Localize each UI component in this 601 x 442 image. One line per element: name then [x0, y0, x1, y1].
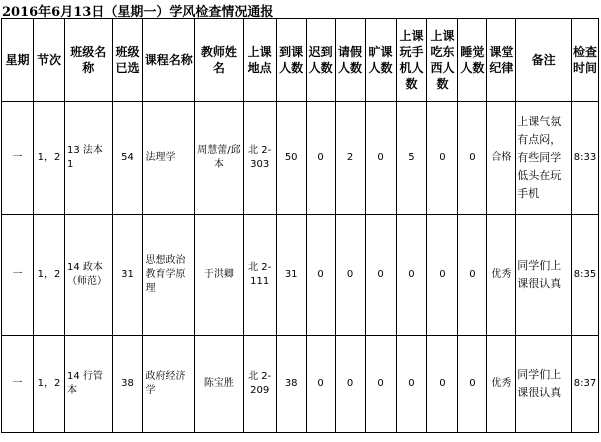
col-header-class-name: 班级名称 — [65, 19, 113, 102]
col-header-location: 上课地点 — [243, 19, 276, 102]
cell-class-name: 14 行管本 — [65, 336, 113, 433]
col-header-sleeping: 睡觉人数 — [458, 19, 487, 102]
cell-note: 同学们上课很认真 — [516, 336, 572, 433]
cell-discipline: 优秀 — [487, 215, 516, 336]
report-title: 2016年6月13日（星期一）学风检查情况通报 — [2, 5, 274, 20]
col-header-discipline: 课堂纪律 — [487, 19, 516, 102]
cell-note: 上课气氛有点闷，有些同学低头在玩手机 — [516, 102, 572, 215]
cell-late: 0 — [306, 215, 335, 336]
col-header-teacher: 教师姓名 — [195, 19, 244, 102]
header-row — [2, 19, 599, 102]
cell-period: 1，2 — [34, 215, 65, 336]
cell-sleeping: 0 — [458, 336, 487, 433]
cell-attend: 50 — [276, 102, 306, 215]
col-header-course: 课程名称 — [143, 19, 195, 102]
cell-check-time: 8:37 — [572, 336, 599, 433]
col-header-late: 迟到人数 — [306, 19, 335, 102]
col-header-check-time: 检查时间 — [572, 19, 599, 102]
cell-course: 法理学 — [143, 102, 195, 215]
table-row — [2, 336, 599, 433]
cell-course: 思想政治教育学原理 — [143, 215, 195, 336]
cell-absent: 0 — [365, 336, 396, 433]
cell-sleeping: 0 — [458, 102, 487, 215]
cell-phone: 5 — [396, 102, 427, 215]
cell-location: 北 2-111 — [243, 215, 276, 336]
cell-teacher: 陈宝胜 — [195, 336, 244, 433]
cell-absent: 0 — [365, 102, 396, 215]
cell-attend: 38 — [276, 336, 306, 433]
cell-absent: 0 — [365, 215, 396, 336]
cell-discipline: 合格 — [487, 102, 516, 215]
cell-eating: 0 — [427, 102, 458, 215]
col-header-note: 备注 — [516, 19, 572, 102]
cell-class-name: 13 法本 1 — [65, 102, 113, 215]
cell-leave: 0 — [335, 336, 365, 433]
col-header-absent: 旷课人数 — [365, 19, 396, 102]
cell-late: 0 — [306, 336, 335, 433]
cell-location: 北 2-303 — [243, 102, 276, 215]
cell-teacher: 周慧蕾/邱本 — [195, 102, 244, 215]
cell-sleeping: 0 — [458, 215, 487, 336]
cell-period: 1，2 — [34, 102, 65, 215]
table-row — [2, 102, 599, 215]
cell-leave: 0 — [335, 215, 365, 336]
cell-note: 同学们上课很认真 — [516, 215, 572, 336]
col-header-phone: 上课玩手机人数 — [396, 19, 427, 102]
col-header-attend: 到课人数 — [276, 19, 306, 102]
cell-check-time: 8:33 — [572, 102, 599, 215]
col-header-period: 节次 — [34, 19, 65, 102]
cell-period: 1，2 — [34, 336, 65, 433]
col-header-leave: 请假人数 — [335, 19, 365, 102]
cell-attend: 31 — [276, 215, 306, 336]
col-header-eating: 上课吃东西人数 — [427, 19, 458, 102]
cell-phone: 0 — [396, 215, 427, 336]
cell-weekday: 一 — [2, 336, 34, 433]
cell-teacher: 于洪卿 — [195, 215, 244, 336]
inspection-table — [1, 18, 599, 433]
col-header-weekday: 星期 — [2, 19, 34, 102]
cell-eating: 0 — [427, 336, 458, 433]
cell-enrolled: 38 — [112, 336, 143, 433]
cell-discipline: 优秀 — [487, 336, 516, 433]
col-header-enrolled: 班级已选 — [112, 19, 143, 102]
table-row — [2, 215, 599, 336]
cell-late: 0 — [306, 102, 335, 215]
cell-weekday: 一 — [2, 215, 34, 336]
cell-enrolled: 31 — [112, 215, 143, 336]
cell-class-name: 14 政本（师范） — [65, 215, 113, 336]
cell-course: 政府经济学 — [143, 336, 195, 433]
cell-enrolled: 54 — [112, 102, 143, 215]
cell-eating: 0 — [427, 215, 458, 336]
cell-location: 北 2-209 — [243, 336, 276, 433]
cell-weekday: 一 — [2, 102, 34, 215]
cell-leave: 2 — [335, 102, 365, 215]
cell-check-time: 8:35 — [572, 215, 599, 336]
cell-phone: 0 — [396, 336, 427, 433]
